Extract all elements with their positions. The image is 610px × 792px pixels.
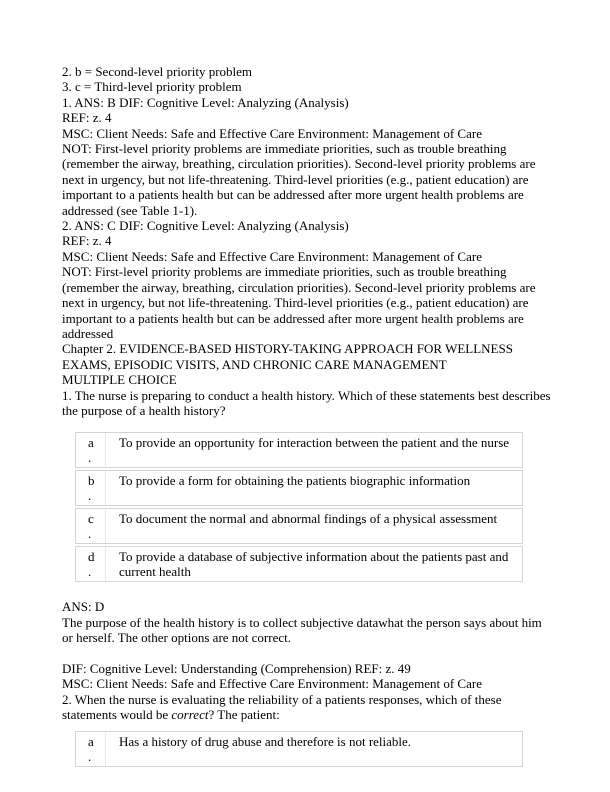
multiple-choice-heading: MULTIPLE CHOICE <box>62 372 177 388</box>
option-period: . <box>88 748 92 764</box>
list-item-second-level: 2. b = Second-level priority problem <box>62 64 253 79</box>
option-letter <box>76 471 106 505</box>
option-text: To provide an opportunity for interaction between the patient and the nurse <box>119 435 510 451</box>
option-row-b <box>75 470 523 506</box>
question-2-after: ? The patient: <box>208 707 280 723</box>
options-table-question-2 <box>75 731 523 767</box>
option-letter-char: d <box>88 549 95 565</box>
chapter-heading: Chapter 2. EVIDENCE-BASED HISTORY-TAKING APPROACH FOR WELLNESS EXAMS, EPISODIC VISITS, AND CHRONIC CARE MANAGEMENT <box>62 341 513 372</box>
ref-line-1: REF: z. 4 <box>62 110 112 126</box>
answer-key-line-1: 1. ANS: B DIF: Cognitive Level: Analyzing (Analysis) <box>62 94 349 110</box>
answer-key-line-2: 2. ANS: C DIF: Cognitive Level: Analyzing (Analysis) <box>62 218 349 234</box>
ref-line-2: REF: z. 4 <box>62 233 112 249</box>
list-item-third-level: 3. c = Third-level priority problem <box>62 79 242 95</box>
option-letter <box>76 433 106 467</box>
question-1-text: 1. The nurse is preparing to conduct a health history. Which of these statements best describes the purpose of a health history? <box>62 387 551 418</box>
msc-line-1: MSC: Client Needs: Safe and Effective Care Environment: Management of Care <box>62 125 482 141</box>
blank-line <box>62 646 552 661</box>
answer-line: ANS: D <box>62 599 105 615</box>
option-text: To provide a form for obtaining the patients biographic information <box>119 473 471 489</box>
option-period: . <box>88 450 92 466</box>
not-rationale-2: NOT: First-level priority problems are immediate priorities, such as trouble breathing (remember the airway, breathing, circulation priorities). Second-level priority problems are next in urgency, but not life-threatening. Third-level priorities (e.g., patient education) are important to a patients health but can be addressed after more urgent health problems are addressed <box>62 264 536 341</box>
msc-line-2: MSC: Client Needs: Safe and Effective Care Environment: Management of Care <box>62 248 482 264</box>
question-2-text <box>62 692 552 723</box>
option-row-c <box>75 508 523 544</box>
option-text: Has a history of drug abuse and therefore is not reliable. <box>119 733 412 749</box>
option-period: . <box>88 564 92 580</box>
option-letter-char: c <box>88 511 94 527</box>
option-letter-char: a <box>88 733 94 749</box>
page-content <box>62 64 552 769</box>
options-table-question-1 <box>75 432 523 582</box>
option-period: . <box>88 488 92 504</box>
rationale-text: The purpose of the health history is to collect subjective datawhat the person says about him or herself. The other options are not correct. <box>62 614 542 646</box>
option-row-a <box>75 432 523 468</box>
option-period: . <box>88 526 92 542</box>
not-rationale-1: NOT: First-level priority problems are immediate priorities, such as trouble breathing (remember the airway, breathing, circulation priorities). Second-level priority problems are next in urgency, but not life-threatening. Third-level priorities (e.g., patient education) are important to a patients health but can be addressed after more urgent health problems are addressed (see Table 1-1). <box>62 141 536 218</box>
option-row-a <box>75 731 523 767</box>
msc-line-3: MSC: Client Needs: Safe and Effective Care Environment: Management of Care <box>62 676 482 692</box>
option-text: To provide a database of subjective information about the patients past and current health <box>119 549 509 580</box>
option-row-d <box>75 546 523 582</box>
dif-line: DIF: Cognitive Level: Understanding (Comprehension) REF: z. 49 <box>62 660 411 676</box>
option-letter <box>76 547 106 581</box>
option-letter <box>76 509 106 543</box>
option-letter <box>76 732 106 766</box>
option-letter-char: a <box>88 435 94 451</box>
option-letter-char: b <box>88 473 95 489</box>
question-2-italic-word: correct <box>171 707 209 723</box>
option-text: To document the normal and abnormal findings of a physical assessment <box>119 511 498 527</box>
question-2-before: 2. When the nurse is evaluating the reliability of a patients responses, which of these statements would be <box>62 691 502 723</box>
